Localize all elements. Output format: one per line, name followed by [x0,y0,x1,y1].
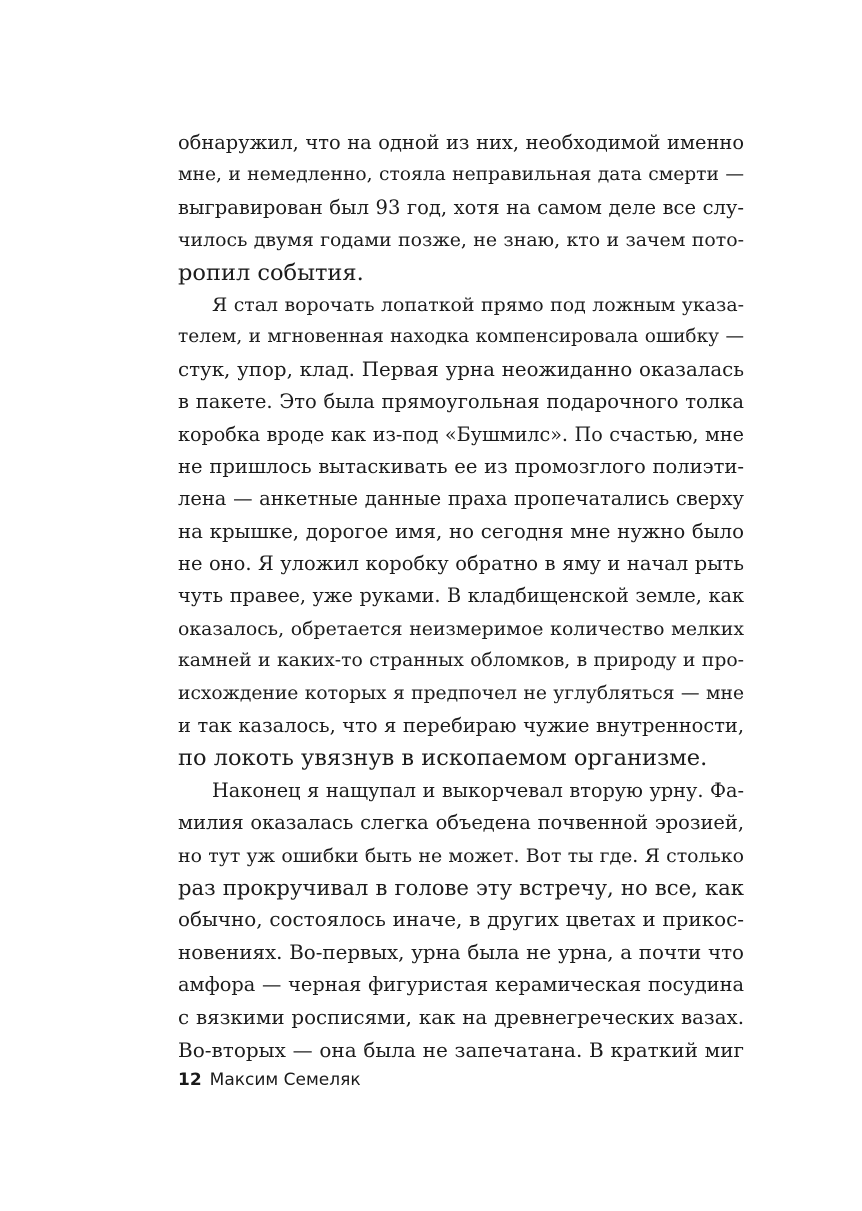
text-line: с вязкими росписями, как на древнегреческих вазах. [178,1005,744,1029]
text-line: но тут уж ошибки быть не может. Вот ты где. Я столько [178,844,744,867]
text-line: телем, и мгновенная находка компенсировала ошибку — [178,326,744,348]
text-line: чуть правее, уже руками. В кладбищенской земле, как [178,584,744,608]
text-line: лена — анкетные данные праха пропечатались сверху [178,487,744,511]
text-line: Наконец я нащупал и выкорчевал вторую урну. Фа- [212,778,744,802]
text-line: милия оказалась слегка объедена почвенной эрозией, [178,811,744,835]
text-line: обычно, состоялось иначе, в других цветах и прикос- [178,908,744,932]
text-line: и так казалось, что я перебираю чужие внутренности, [178,714,744,738]
text-line: мне, и немедленно, стояла неправильная дата смерти — [178,164,744,186]
text-line: ропил события. [178,259,364,286]
text-line: амфора — черная фигуристая керамическая посудина [178,973,744,997]
text-line: не пришлось вытаскивать ее из промозглого полиэти- [178,454,744,478]
text-line: камней и каких-то странных обломков, в природу и про- [178,650,744,672]
text-line: раз прокручивал в голове эту встречу, но все, как [178,874,744,900]
body-text [178,127,744,1066]
text-line: не оно. Я уложил коробку обратно в яму и начал рыть [178,552,744,576]
author-name: Максим Семеляк [209,1070,361,1090]
text-line: выгравирован был 93 год, хотя на самом деле все слу- [178,195,744,219]
text-line: чилось двумя годами позже, не знаю, кто и зачем пото- [178,229,744,252]
text-line: на крышке, дорогое имя, но сегодня мне нужно было [178,519,744,543]
text-line: Во-вторых — она была не запечатана. В краткий миг [178,1037,744,1062]
text-line: новениях. Во-первых, урна была не урна, а почти что [178,940,744,964]
running-footer [178,1068,361,1092]
text-line: исхождение которых я предпочел не углубляться — мне [178,682,744,704]
page-number: 12 [178,1070,202,1090]
text-line: стук, упор, клад. Первая урна неожиданно оказалась [178,357,744,381]
text-line: обнаружил, что на одной из них, необходимой именно [178,131,744,154]
text-line: оказалось, обретается неизмеримое количество мелких [178,617,744,640]
text-line: в пакете. Это была прямоугольная подарочного толка [178,390,744,414]
text-line: коробка вроде как из-под «Бушмилс». По счастью, мне [178,422,744,446]
text-line: Я стал ворочать лопаткой прямо под ложным указа- [212,293,744,316]
text-line: по локоть увязнув в ископаемом организме. [178,745,708,772]
